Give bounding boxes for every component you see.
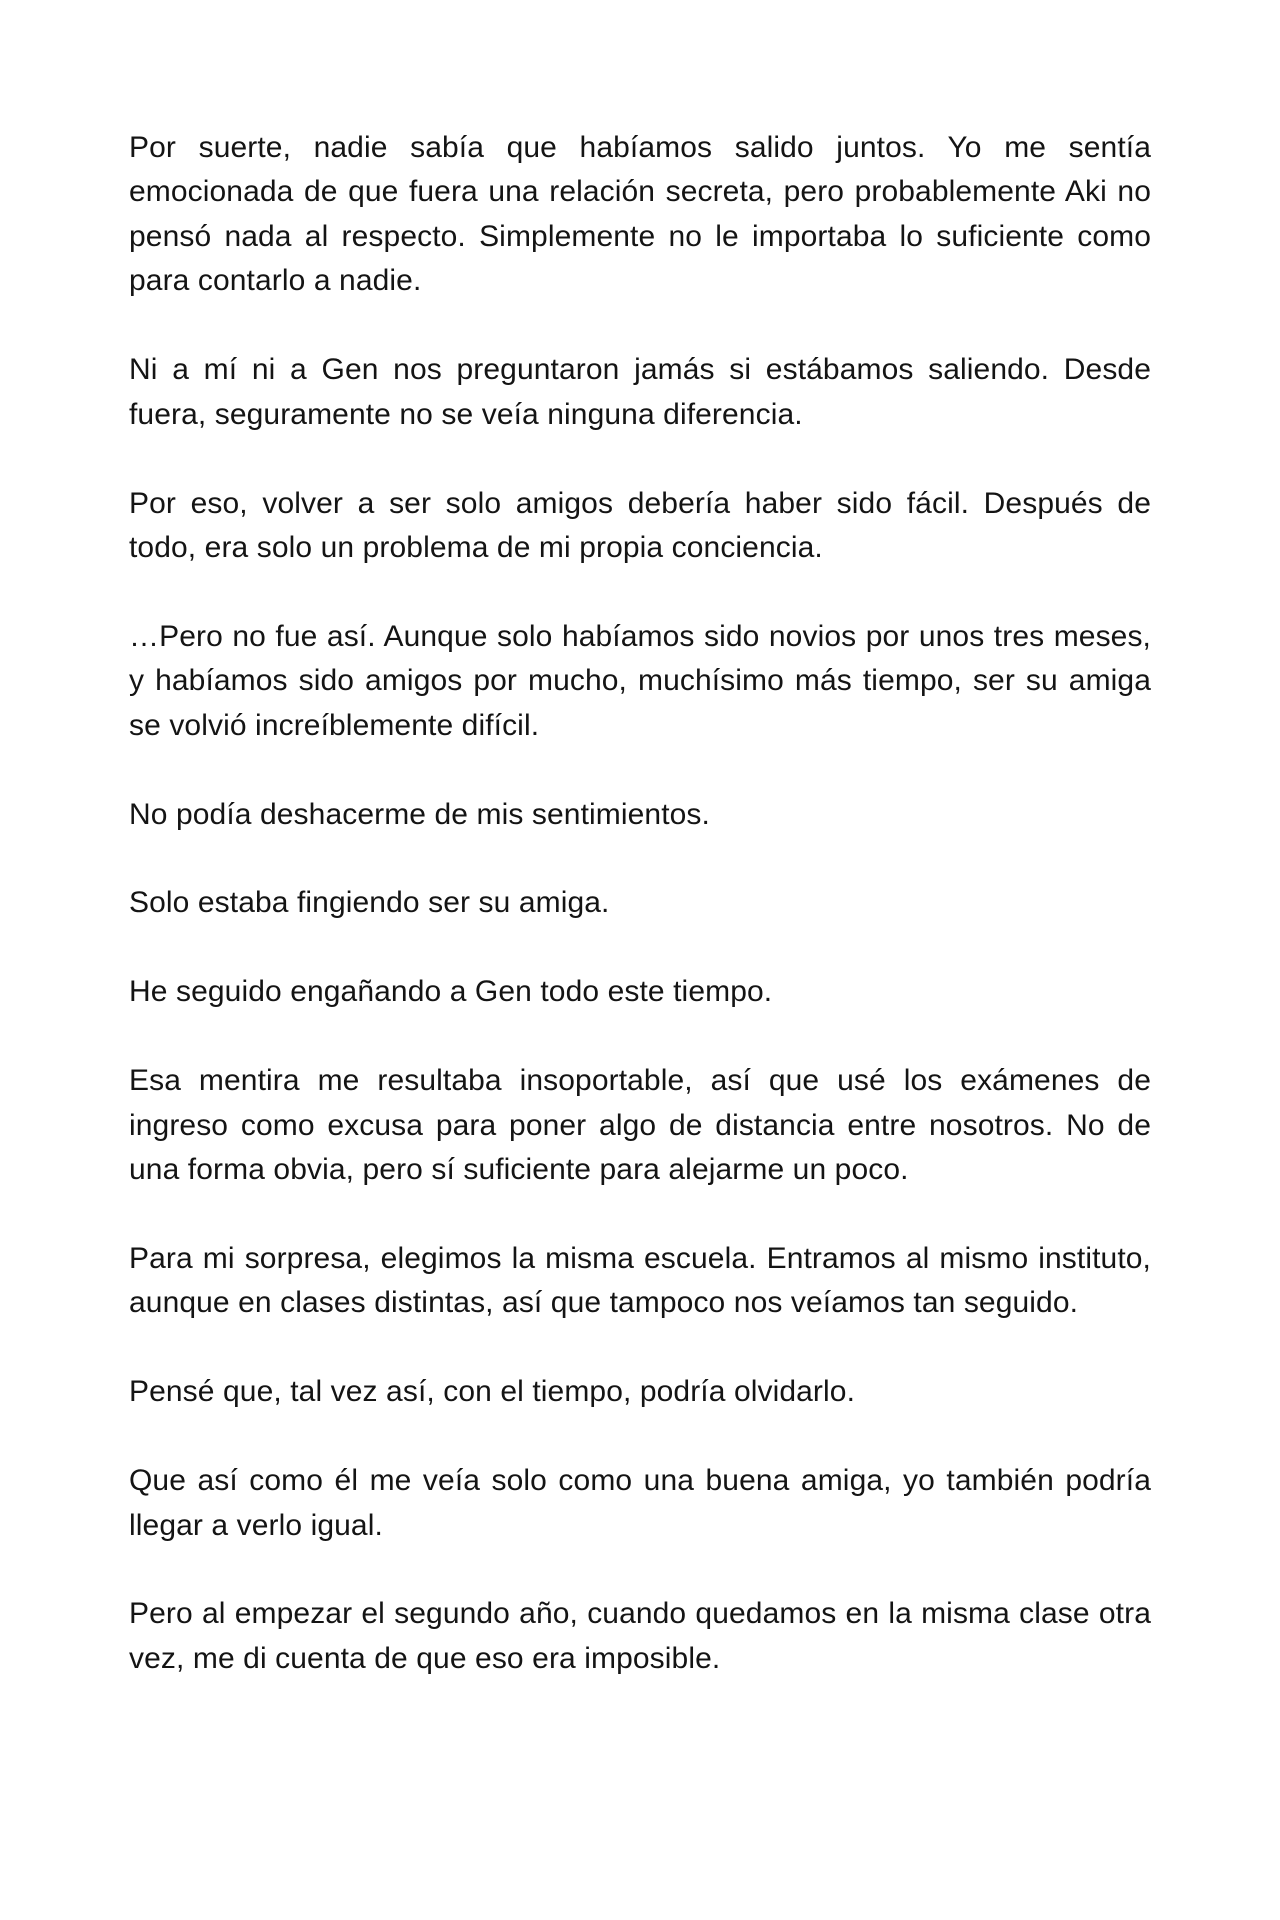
- paragraph-5: No podía deshacerme de mis sentimientos.: [129, 797, 710, 831]
- paragraph-6: Solo estaba fingiendo ser su amiga.: [129, 886, 610, 920]
- paragraph-3: Por eso, volver a ser solo amigos debería haber sido fácil. Después de todo, era solo un problema de mi propia conciencia.: [129, 486, 1151, 564]
- paragraph-8: Esa mentira me resultaba insoportable, así que usé los exámenes de ingreso como excusa para poner algo de distancia entre nosotros. No de una forma obvia, pero sí suficiente para alejarme un poco.: [129, 1064, 1151, 1187]
- paragraph-10: Pensé que, tal vez así, con el tiempo, podría olvidarlo.: [129, 1375, 856, 1409]
- paragraph-4: …Pero no fue así. Aunque solo habíamos sido novios por unos tres meses, y habíamos sido amigos por mucho, muchísimo más tiempo, ser su amiga se volvió increíblemente difícil.: [129, 619, 1151, 742]
- paragraph-7: He seguido engañando a Gen todo este tiempo.: [129, 975, 773, 1009]
- paragraph-11: Que así como él me veía solo como una buena amiga, yo también podría llegar a verlo igual.: [129, 1464, 1151, 1542]
- paragraph-9: Para mi sorpresa, elegimos la misma escuela. Entramos al mismo instituto, aunque en clases distintas, así que tampoco nos veíamos tan seguido.: [129, 1241, 1151, 1320]
- paragraph-2: Ni a mí ni a Gen nos preguntaron jamás si estábamos saliendo. Desde fuera, seguramente no se veía ninguna diferencia.: [129, 353, 1151, 431]
- paragraph-1: Por suerte, nadie sabía que habíamos salido juntos. Yo me sentía emocionada de que fuera una relación secreta, pero probablemente Aki no pensó nada al respecto. Simplemente no le importaba lo suficiente como para contarlo a nadie.: [129, 131, 1151, 298]
- body-text: [129, 126, 1151, 1681]
- paragraph-12: Pero al empezar el segundo año, cuando quedamos en la misma clase otra vez, me di cuenta de que eso era imposible.: [129, 1597, 1151, 1675]
